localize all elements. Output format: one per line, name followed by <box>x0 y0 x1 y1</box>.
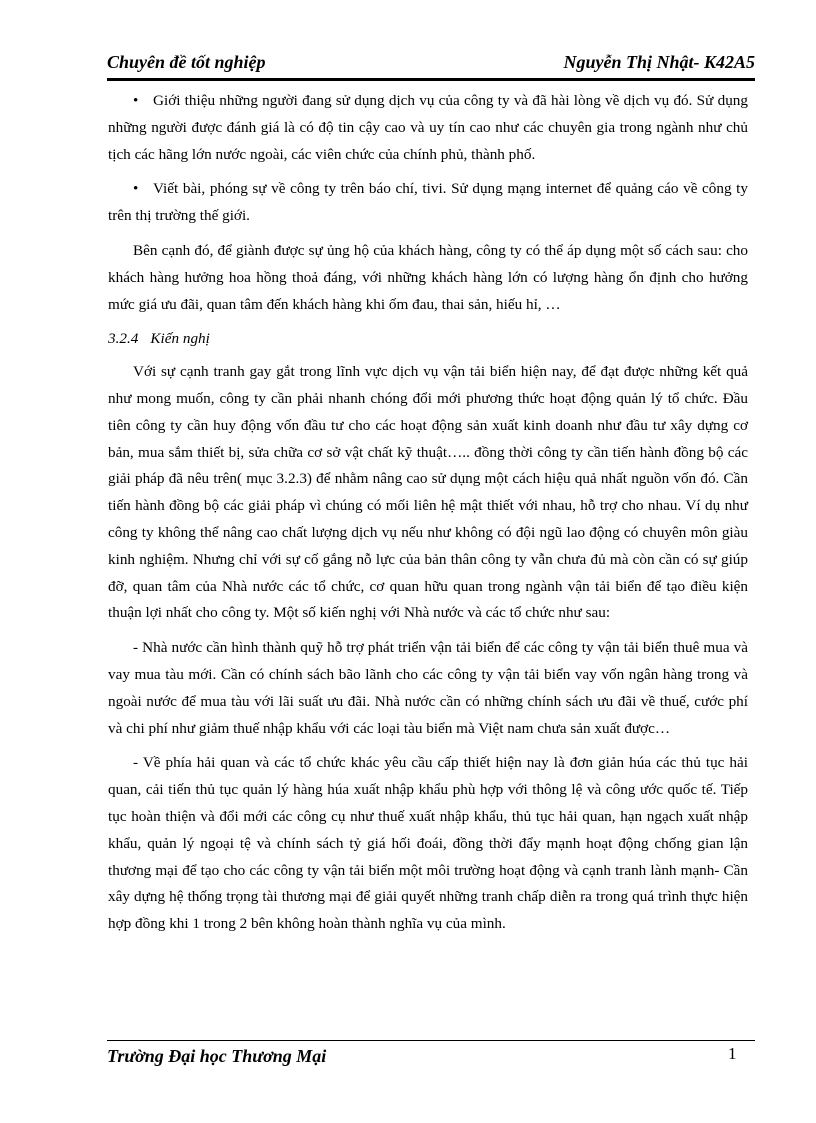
bullet-icon: • <box>133 180 139 198</box>
section-title: Kiến nghị <box>150 330 210 348</box>
header-divider <box>107 78 755 81</box>
bullet-paragraph-1 <box>108 88 748 168</box>
page-body <box>108 88 748 946</box>
bullet-text-2: Viết bài, phóng sự về công ty trên báo chí, tivi. Sử dụng mạng internet để quảng cáo về công ty trên thị trường thế giới. <box>108 180 748 225</box>
section-heading <box>108 326 748 353</box>
footer-divider <box>107 1040 755 1041</box>
paragraph-support: Bên cạnh đó, để giành được sự ủng hộ của khách hàng, công ty có thể áp dụng một số cách sau: cho khách hàng hưởng hoa hồng thoả đáng, với những khách hàng lớn có lượng hàng ổn định cho hưởng mức giá ưu đãi, quan tâm đến khách hàng khi ốm đau, thai sản, hiếu hỉ, … <box>108 241 748 313</box>
paragraph-customs: - Về phía hải quan và các tổ chức khác yêu cầu cấp thiết hiện nay là đơn giản húa các thủ tục hải quan, cải tiến thủ tục quản lý hàng húa xuất nhập khẩu phù hợp với thông lệ và công ước quốc tế. Tiếp tục hoàn thiện và đổi mới các công cụ như thuế xuất nhập khẩu, thủ tục hải quan, hạn ngạch xuất nhập khẩu, quản lý ngoại tệ và chính sách tỷ giá hối đoái, đồng thời đẩy mạnh hoạt động chống gian lận thương mại để tạo cho các công ty vận tải biển một môi trường hoạt động và cạnh tranh lành mạnh- Cần xây dựng hệ thống trọng tài thương mại để giải quyết những tranh chấp diễn ra trong quá trình thực hiện hợp đồng khi 1 trong 2 bên không hoàn thành nghĩa vụ của mình. <box>108 754 748 933</box>
header-document-title: Chuyên đề tốt nghiệp <box>107 52 266 72</box>
bullet-text-1: Giới thiệu những người đang sử dụng dịch vụ của công ty và đã hài lòng về dịch vụ đó. Sử dụng những người được đánh giá là có độ tin cậy cao và uy tín cao như các chuyên gia trong ngành như chủ tịch các hãng lớn nước ngoài, các viên chức của chính phủ, thành phố. <box>108 92 748 163</box>
paragraph-state-support: - Nhà nước cần hình thành quỹ hỗ trợ phát triển vận tải biển để các công ty vận tải biển thuê mua và vay mua tàu mới. Cần có chính sách bão lãnh cho các công ty vận tải biển vay vốn ngân hàng trong và ngoài nước để mua tàu với lãi suất ưu đãi. Nhà nước cần có những chính sách ưu đãi về thuế, cước phí và chi phí như giảm thuế nhập khẩu với các loại tàu biển mà Việt nam chưa sản xuất được… <box>108 639 748 737</box>
header-author: Nguyễn Thị Nhật- K42A5 <box>563 52 755 72</box>
bullet-icon: • <box>133 92 139 109</box>
footer-university: Trường Đại học Thương Mại <box>107 1046 327 1066</box>
paragraph-recommendations-intro: Với sự cạnh tranh gay gắt trong lĩnh vực dịch vụ vận tải biển hiện nay, để đạt được những kết quả như mong muốn, công ty cần phải nhanh chóng đổi mới phương thức hoạt động quản lý tổ chức. Đầu tiên công ty cần huy động vốn đầu tư cho các hoạt động sản xuất kinh doanh như đầu tư xây dựng cơ bản, mua sắm thiết bị, sửa chữa cơ sở vật chất kỹ thuật….. đồng thời công ty cần tiến hành đồng bộ các giải pháp đã nêu trên( mục 3.2.3) để nhằm nâng cao sử dụng một cách hiệu quả nhất nguồn vốn đó. Cần tiến hành đồng bộ các giải pháp vì chúng có mối liên hệ mật thiết với nhau, hỗ trợ cho nhau. Ví dụ như công ty không thể nâng cao chất lượng dịch vụ nếu như không có đội ngũ lao động có chuyên môn giàu kinh nghiệm. Nhưng chỉ với sự cố gắng nỗ lực của bản thân công ty vẫn chưa đủ mà còn cần có sự giúp đỡ, quan tâm của Nhà nước các tổ chức, cơ quan hữu quan trong ngành vận tải biển để tạo điều kiện thuận lợi nhất cho công ty. Một số kiến nghị với Nhà nước và các tổ chức như sau: <box>108 363 748 622</box>
page-number: 1 <box>728 1044 737 1063</box>
page-header <box>107 52 755 76</box>
bullet-paragraph-2 <box>108 176 748 230</box>
section-number: 3.2.4 <box>108 330 139 348</box>
